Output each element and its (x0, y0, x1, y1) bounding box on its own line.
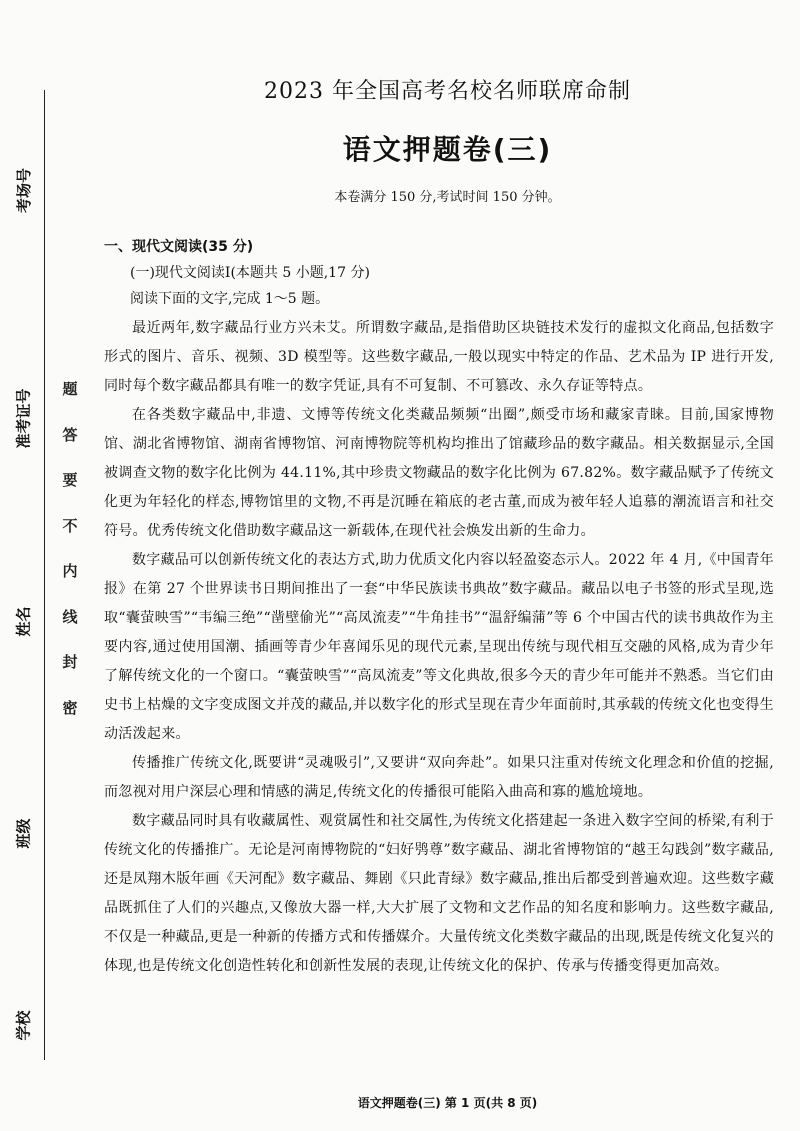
page-title: 语文押题卷(三) (342, 133, 553, 166)
paragraph: 最近两年,数字藏品行业方兴未艾。所谓数字藏品,是指借助区块链技术发行的虚拟文化商品,包括数字形式的图片、音乐、视频、3D 模型等。这些数字藏品,一般以现实中特定的作品、艺术品为 IP 进行开发,同时每个数字藏品都具有唯一的数字凭证,具有不可复制、不可篡改、永久存证等特点。 (104, 320, 774, 394)
seal-char: 线 (62, 607, 78, 626)
page-footer: 语文押题卷(三) 第 1 页(共 8 页) (357, 1096, 538, 1110)
paragraph: 数字藏品同时具有收藏属性、观赏属性和社交属性,为传统文化搭建起一条进入数字空间的桥梁,有利于传统文化的传播推广。无论是河南博物院的“妇好鸮尊”数字藏品、湖北省博物馆的“越王勾践剑”数字藏品,还是凤翔木版年画《天河配》数字藏品、舞剧《只此青绿》数字藏品,推出后都受到普遍欢迎。这些数字藏品既抓住了人们的兴趣点,又像放大器一样,大大扩展了文物和文艺作品的知名度和影响力。这些数字藏品,不仅是一种藏品,更是一种新的传播方式和传播媒介。大量传统文化类数字藏品的出现,既是传统文化复兴的体现,也是传统文化创造性转化和创新性发展的表现,让传统文化的保护、传承与传播变得更加高效。 (104, 813, 774, 974)
subsection-title: (一)现代文阅读Ⅰ(本题共 5 小题,17 分) (130, 265, 370, 281)
school-label: 学校 (14, 1009, 33, 1041)
seal-char: 要 (62, 471, 78, 490)
exam-info: 本卷满分 150 分,考试时间 150 分钟。 (334, 190, 561, 205)
paragraph: 在各类数字藏品中,非遗、文博等传统文化类藏品频频“出圈”,颇受市场和藏家青睐。目前,国家博物馆、湖北省博物馆、湖南省博物馆、河南博物院等机构均推出了馆藏珍品的数字藏品。相关数据显示,全国被调查文物的数字化比例为 44.11%,其中珍贵文物藏品的数字化比例为 67.82%。数字藏品赋予了传统文化更为年轻化的样态,博物馆里的文物,不再是沉睡在箱底的老古董,而成为被年轻人追慕的潮流语言和社交符号。优秀传统文化借助数字藏品这一新载体,在现代社会焕发出新的生命力。 (104, 407, 774, 539)
instruction: 阅读下面的文字,完成 1～5 题。 (130, 291, 330, 307)
binding-strip (0, 0, 95, 1131)
seal-char: 内 (62, 562, 78, 581)
section-title: 一、现代文阅读(35 分) (104, 239, 254, 255)
exam-series-title: 2023 年全国高考名校名师联席命制 (264, 79, 631, 104)
seal-char: 不 (62, 516, 78, 535)
binding-line (44, 90, 45, 1060)
seal-char: 密 (62, 698, 78, 717)
seal-warning (60, 378, 80, 718)
paragraph: 传播推广传统文化,既要讲“灵魂吸引”,又要讲“双向奔赴”。如果只注重对传统文化理念和价值的挖掘,而忽视对用户深层心理和情感的满足,传统文化的传播很可能陷入曲高和寡的尴尬境地。 (104, 755, 774, 800)
name-label: 姓名 (14, 605, 33, 637)
paragraph: 数字藏品可以创新传统文化的表达方式,助力优质文化内容以轻盈姿态示人。2022 年 4 月,《中国青年报》在第 27 个世界读书日期间推出了一套“中华民族读书典故”数字藏品。藏品以电子书签的形式呈现,选取“囊萤映雪”“韦编三绝”“凿壁偷光”“高凤流麦”“牛角挂书”“温舒编蒲”等 6 个中国古代的读书典故作为主要内容,通过使用国潮、插画等青少年喜闻乐见的现代元素,呈现出传统与现代相互交融的风格,成为青少年了解传统文化的一个窗口。“囊萤映雪”“高凤流麦”等文化典故,很多今天的青少年可能并不熟悉。当它们由史书上枯燥的文字变成图文并茂的藏品,并以数字化的形式呈现在青少年面前时,其承载的传统文化也变得生动活泼起来。 (104, 552, 774, 742)
seal-char: 答 (62, 425, 78, 444)
seal-char: 封 (62, 653, 78, 672)
ticket-number-label: 准考证号 (14, 387, 33, 449)
exam-room-label: 考场号 (14, 167, 33, 213)
seal-char: 题 (62, 380, 78, 398)
content (104, 236, 774, 981)
class-label: 班级 (14, 817, 33, 849)
